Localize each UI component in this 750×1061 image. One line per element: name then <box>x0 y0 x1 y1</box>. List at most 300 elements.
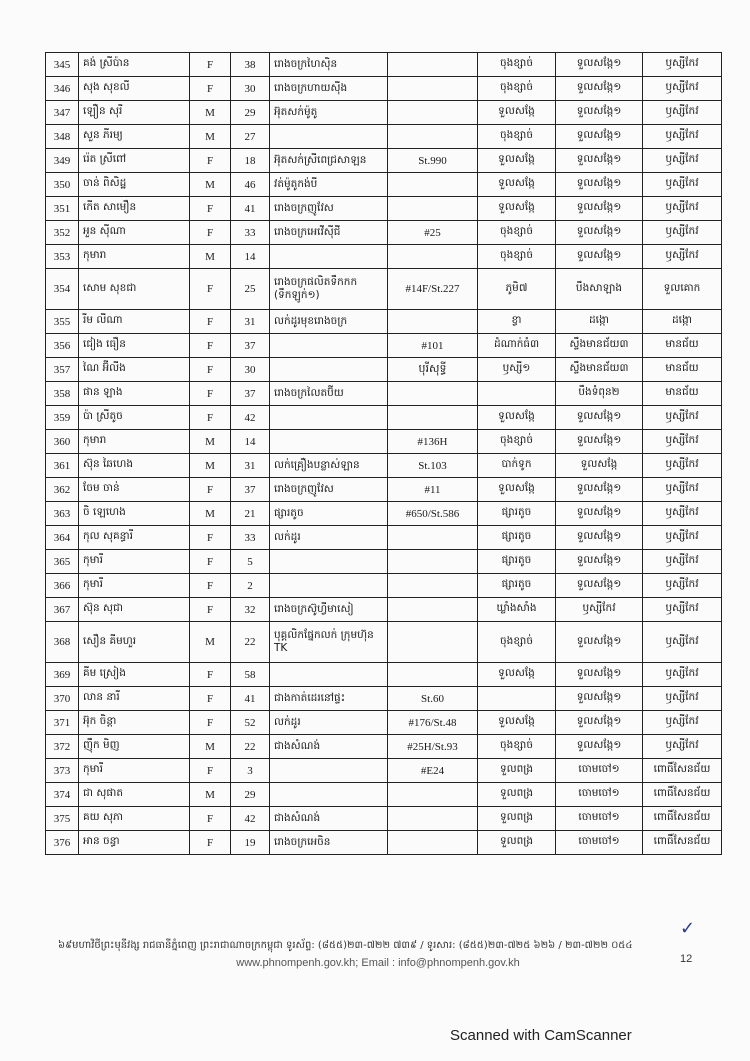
sex-cell: F <box>190 711 231 735</box>
district-cell: ឫស្សីកែវ <box>643 430 722 454</box>
age-cell: 18 <box>231 149 270 173</box>
age-cell: 30 <box>231 77 270 101</box>
village-cell: ផ្សារតូច <box>478 550 556 574</box>
commune-cell: ចោមចៅ១ <box>556 807 643 831</box>
sex-cell: M <box>190 622 231 663</box>
person-name-cell: រីម លីណា <box>79 310 190 334</box>
sex-cell: F <box>190 406 231 430</box>
person-name-cell: ផាន ឡាង <box>79 382 190 406</box>
person-name-cell: កុមារា <box>79 245 190 269</box>
house-address-cell <box>388 53 478 77</box>
page-footer <box>58 938 698 969</box>
village-cell: ទួលពង្រ <box>478 831 556 855</box>
age-cell: 46 <box>231 173 270 197</box>
person-name-cell: គយ សុភា <box>79 807 190 831</box>
village-cell: ឃ្លាំងសាំង <box>478 598 556 622</box>
person-name-cell: អាន ចន្ធា <box>79 831 190 855</box>
sex-cell: M <box>190 245 231 269</box>
table-row <box>46 711 722 735</box>
row-number-cell: 368 <box>46 622 79 663</box>
occupation-cell <box>270 663 388 687</box>
district-cell: ឫស្សីកែវ <box>643 197 722 221</box>
person-name-cell: ប៉ា ស្រីតូច <box>79 406 190 430</box>
occupation-cell: លក់ដូរ <box>270 526 388 550</box>
village-cell: ទួលពង្រ <box>478 783 556 807</box>
row-number-cell: 352 <box>46 221 79 245</box>
person-name-cell: ជា សុផាត <box>79 783 190 807</box>
village-cell: ភូមិ៧ <box>478 269 556 310</box>
house-address-cell: St.60 <box>388 687 478 711</box>
row-number-cell: 364 <box>46 526 79 550</box>
village-cell: ចុងខ្សាច់ <box>478 622 556 663</box>
district-cell: ឫស្សីកែវ <box>643 173 722 197</box>
table-row <box>46 430 722 454</box>
village-cell: ទួលសង្កែ <box>478 197 556 221</box>
sex-cell: F <box>190 358 231 382</box>
sex-cell: F <box>190 310 231 334</box>
district-cell: ទួលគោក <box>643 269 722 310</box>
village-cell: ចុងខ្សាច់ <box>478 53 556 77</box>
age-cell: 41 <box>231 197 270 221</box>
age-cell: 32 <box>231 598 270 622</box>
occupation-cell: លក់ដូរមុខរោងចក្រ <box>270 310 388 334</box>
age-cell: 37 <box>231 334 270 358</box>
table-row <box>46 77 722 101</box>
person-name-cell: ណៃ អ៊ីលីង <box>79 358 190 382</box>
house-address-cell <box>388 101 478 125</box>
district-cell: ឫស្សីកែវ <box>643 406 722 430</box>
district-cell: មានជ័យ <box>643 358 722 382</box>
district-cell: ឫស្សីកែវ <box>643 735 722 759</box>
sex-cell: F <box>190 221 231 245</box>
commune-cell: ទួលសង្កែ១ <box>556 687 643 711</box>
village-cell: ឫស្សី១ <box>478 358 556 382</box>
age-cell: 3 <box>231 759 270 783</box>
age-cell: 58 <box>231 663 270 687</box>
sex-cell: F <box>190 478 231 502</box>
village-cell <box>478 687 556 711</box>
commune-cell: ទួលសង្កែ១ <box>556 53 643 77</box>
commune-cell: ទួលសង្កែ១ <box>556 663 643 687</box>
house-address-cell: #25 <box>388 221 478 245</box>
table-row <box>46 101 722 125</box>
person-name-cell: ជៀង ធឿន <box>79 334 190 358</box>
district-cell: ឫស្សីកែវ <box>643 478 722 502</box>
table-row <box>46 334 722 358</box>
district-cell: ដង្កោ <box>643 310 722 334</box>
person-name-cell: កុមារី <box>79 574 190 598</box>
occupation-cell: លក់គ្រឿងបន្លាស់ឡាន <box>270 454 388 478</box>
table-row <box>46 502 722 526</box>
sex-cell: F <box>190 550 231 574</box>
sex-cell: F <box>190 807 231 831</box>
house-address-cell: #E24 <box>388 759 478 783</box>
age-cell: 25 <box>231 269 270 310</box>
row-number-cell: 349 <box>46 149 79 173</box>
sex-cell: M <box>190 783 231 807</box>
village-cell: ចុងខ្សាច់ <box>478 77 556 101</box>
sex-cell: M <box>190 173 231 197</box>
commune-cell: ទួលសង្កែ១ <box>556 622 643 663</box>
scanner-watermark: Scanned with CamScanner <box>450 1027 632 1044</box>
commune-cell: បឹងសាឡាង <box>556 269 643 310</box>
house-address-cell <box>388 173 478 197</box>
occupation-cell: ជាងសំណង់ <box>270 807 388 831</box>
sex-cell: M <box>190 735 231 759</box>
table-row <box>46 53 722 77</box>
village-cell: ទួលសង្កែ <box>478 478 556 502</box>
village-cell: ខ្វា <box>478 310 556 334</box>
table-row <box>46 687 722 711</box>
footer-address: ៦៩មហាវិថីព្រះមុនីវង្ស រាជធានីភ្នំពេញ ព្រះរាជាណាចក្រកម្ពុជា ទូរស័ព្ទ: (៨៥៥)២៣-៧២២ ៧៣៩ / ទូរសារ: (៨៥៥)២៣-៧២៥ ៦២៦ / ២៣-៧២២ ០៥៤ <box>58 940 633 951</box>
village-cell: ផ្សារតូច <box>478 526 556 550</box>
record-table-container <box>45 52 721 855</box>
commune-cell: ទួលសង្កែ១ <box>556 77 643 101</box>
age-cell: 42 <box>231 807 270 831</box>
row-number-cell: 373 <box>46 759 79 783</box>
sex-cell: F <box>190 574 231 598</box>
row-number-cell: 369 <box>46 663 79 687</box>
person-name-cell: សឿន គីមហួរ <box>79 622 190 663</box>
age-cell: 14 <box>231 245 270 269</box>
commune-cell: ទួលសង្កែ១ <box>556 173 643 197</box>
age-cell: 5 <box>231 550 270 574</box>
sex-cell: F <box>190 663 231 687</box>
row-number-cell: 358 <box>46 382 79 406</box>
commune-cell: ទួលសង្កែ១ <box>556 550 643 574</box>
row-number-cell: 348 <box>46 125 79 149</box>
row-number-cell: 367 <box>46 598 79 622</box>
occupation-cell: ផ្សារតូច <box>270 502 388 526</box>
person-name-cell: អួន ស៊ីណា <box>79 221 190 245</box>
commune-cell: ទួលសង្កែ១ <box>556 711 643 735</box>
house-address-cell: #136H <box>388 430 478 454</box>
row-number-cell: 375 <box>46 807 79 831</box>
row-number-cell: 363 <box>46 502 79 526</box>
commune-cell: ទួលសង្កែ១ <box>556 430 643 454</box>
table-row <box>46 550 722 574</box>
house-address-cell <box>388 526 478 550</box>
occupation-cell: រោងចក្រអេវើស៊ីជី <box>270 221 388 245</box>
house-address-cell <box>388 807 478 831</box>
person-name-cell: កុមារី <box>79 759 190 783</box>
district-cell: មានជ័យ <box>643 382 722 406</box>
sex-cell: F <box>190 382 231 406</box>
occupation-cell: រោងចក្រញូវែស <box>270 478 388 502</box>
row-number-cell: 370 <box>46 687 79 711</box>
row-number-cell: 360 <box>46 430 79 454</box>
age-cell: 2 <box>231 574 270 598</box>
person-name-cell: កើត សាមឿន <box>79 197 190 221</box>
house-address-cell <box>388 574 478 598</box>
village-cell <box>478 382 556 406</box>
house-address-cell <box>388 831 478 855</box>
district-cell: ឫស្សីកែវ <box>643 711 722 735</box>
row-number-cell: 366 <box>46 574 79 598</box>
person-name-cell: ចែម ចាន់ <box>79 478 190 502</box>
district-cell: ឫស្សីកែវ <box>643 502 722 526</box>
village-cell: ចុងខ្សាច់ <box>478 245 556 269</box>
table-row <box>46 574 722 598</box>
row-number-cell: 359 <box>46 406 79 430</box>
district-cell: ឫស្សីកែវ <box>643 663 722 687</box>
sex-cell: F <box>190 269 231 310</box>
district-cell: ពោធិ៍សែនជ័យ <box>643 759 722 783</box>
village-cell: ផ្សារតូច <box>478 574 556 598</box>
sex-cell: F <box>190 77 231 101</box>
table-row <box>46 245 722 269</box>
village-cell: ទួលសង្កែ <box>478 101 556 125</box>
row-number-cell: 361 <box>46 454 79 478</box>
occupation-cell <box>270 550 388 574</box>
village-cell: ដំណាក់ធំ៣ <box>478 334 556 358</box>
age-cell: 30 <box>231 358 270 382</box>
occupation-cell <box>270 574 388 598</box>
commune-cell: ទួលសង្កែ១ <box>556 735 643 759</box>
age-cell: 27 <box>231 125 270 149</box>
person-name-cell: កុមារី <box>79 550 190 574</box>
record-table <box>45 52 722 855</box>
sex-cell: M <box>190 430 231 454</box>
table-row <box>46 382 722 406</box>
house-address-cell: St.990 <box>388 149 478 173</box>
house-address-cell <box>388 197 478 221</box>
district-cell: ឫស្សីកែវ <box>643 574 722 598</box>
sex-cell: F <box>190 598 231 622</box>
row-number-cell: 351 <box>46 197 79 221</box>
village-cell: ចុងខ្សាច់ <box>478 430 556 454</box>
row-number-cell: 376 <box>46 831 79 855</box>
house-address-cell: #14F/St.227 <box>388 269 478 310</box>
sex-cell: F <box>190 149 231 173</box>
district-cell: ឫស្សីកែវ <box>643 526 722 550</box>
commune-cell: ចោមចៅ១ <box>556 759 643 783</box>
table-row <box>46 173 722 197</box>
age-cell: 33 <box>231 221 270 245</box>
occupation-cell: រោងចក្រញូវែស <box>270 197 388 221</box>
age-cell: 22 <box>231 622 270 663</box>
age-cell: 37 <box>231 382 270 406</box>
district-cell: ឫស្សីកែវ <box>643 149 722 173</box>
person-name-cell: អ៊ុក ចិន្ដា <box>79 711 190 735</box>
age-cell: 22 <box>231 735 270 759</box>
table-row <box>46 149 722 173</box>
person-name-cell: ចាន់ ពិសិដ្ឋ <box>79 173 190 197</box>
commune-cell: ទួលសង្កែ១ <box>556 149 643 173</box>
district-cell: ឫស្សីកែវ <box>643 221 722 245</box>
house-address-cell: #650/St.586 <box>388 502 478 526</box>
sex-cell: F <box>190 334 231 358</box>
row-number-cell: 355 <box>46 310 79 334</box>
sex-cell: M <box>190 101 231 125</box>
table-row <box>46 526 722 550</box>
district-cell: ឫស្សីកែវ <box>643 125 722 149</box>
row-number-cell: 353 <box>46 245 79 269</box>
occupation-cell <box>270 334 388 358</box>
row-number-cell: 374 <box>46 783 79 807</box>
row-number-cell: 346 <box>46 77 79 101</box>
sex-cell: F <box>190 526 231 550</box>
age-cell: 31 <box>231 454 270 478</box>
occupation-cell: វត់ម៉ូតូកង់បី <box>270 173 388 197</box>
table-row <box>46 735 722 759</box>
house-address-cell: #25H/St.93 <box>388 735 478 759</box>
table-row <box>46 221 722 245</box>
person-name-cell: សោម សុខជា <box>79 269 190 310</box>
age-cell: 29 <box>231 783 270 807</box>
commune-cell: ទួលសង្កែ១ <box>556 197 643 221</box>
table-row <box>46 807 722 831</box>
sex-cell: F <box>190 687 231 711</box>
district-cell: ពោធិ៍សែនជ័យ <box>643 783 722 807</box>
table-body <box>46 53 722 855</box>
house-address-cell <box>388 663 478 687</box>
age-cell: 14 <box>231 430 270 454</box>
commune-cell: ទួលសង្កែ១ <box>556 406 643 430</box>
row-number-cell: 345 <box>46 53 79 77</box>
person-name-cell: សុង សុខលី <box>79 77 190 101</box>
person-name-cell: ញ៉ឹក មិញ <box>79 735 190 759</box>
occupation-cell <box>270 406 388 430</box>
sex-cell: F <box>190 197 231 221</box>
handwritten-checkmark-icon: ✓ <box>680 918 696 939</box>
village-cell: ទួលសង្កែ <box>478 663 556 687</box>
district-cell: ឫស្សីកែវ <box>643 77 722 101</box>
commune-cell: ទួលសង្កែ១ <box>556 125 643 149</box>
table-row <box>46 197 722 221</box>
age-cell: 21 <box>231 502 270 526</box>
sex-cell: M <box>190 502 231 526</box>
row-number-cell: 371 <box>46 711 79 735</box>
occupation-cell <box>270 430 388 454</box>
commune-cell: ចោមចៅ១ <box>556 831 643 855</box>
house-address-cell <box>388 406 478 430</box>
district-cell: ពោធិ៍សែនជ័យ <box>643 807 722 831</box>
commune-cell: ទួលសង្កែ១ <box>556 101 643 125</box>
row-number-cell: 354 <box>46 269 79 310</box>
age-cell: 33 <box>231 526 270 550</box>
table-row <box>46 622 722 663</box>
village-cell: ចុងខ្សាច់ <box>478 221 556 245</box>
person-name-cell: លាន នារី <box>79 687 190 711</box>
occupation-cell: អ៊ុតសក់ស្រីពេជ្រសាឡន <box>270 149 388 173</box>
district-cell: ពោធិ៍សែនជ័យ <box>643 831 722 855</box>
sex-cell: F <box>190 759 231 783</box>
sex-cell: F <box>190 53 231 77</box>
table-row <box>46 358 722 382</box>
house-address-cell: #11 <box>388 478 478 502</box>
occupation-cell <box>270 759 388 783</box>
occupation-cell <box>270 358 388 382</box>
row-number-cell: 356 <box>46 334 79 358</box>
age-cell: 52 <box>231 711 270 735</box>
occupation-cell: បុគ្គលិកផ្នែកលក់ ក្រុមហ៊ុន TK <box>270 622 388 663</box>
table-row <box>46 406 722 430</box>
person-name-cell: ចិ ឡេហេង <box>79 502 190 526</box>
commune-cell: ទួលសង្កែ <box>556 454 643 478</box>
house-address-cell <box>388 245 478 269</box>
occupation-cell: ជាងសំណង់ <box>270 735 388 759</box>
age-cell: 29 <box>231 101 270 125</box>
age-cell: 31 <box>231 310 270 334</box>
row-number-cell: 365 <box>46 550 79 574</box>
row-number-cell: 350 <box>46 173 79 197</box>
person-name-cell: ស៊ុន ឆៃហេង <box>79 454 190 478</box>
age-cell: 37 <box>231 478 270 502</box>
district-cell: ឫស្សីកែវ <box>643 245 722 269</box>
village-cell: ទួលពង្រ <box>478 759 556 783</box>
village-cell: ទួលសង្កែ <box>478 711 556 735</box>
house-address-cell: #101 <box>388 334 478 358</box>
age-cell: 38 <box>231 53 270 77</box>
person-name-cell: កុមារា <box>79 430 190 454</box>
age-cell: 19 <box>231 831 270 855</box>
house-address-cell <box>388 598 478 622</box>
occupation-cell: រោងចក្រហៃស៊ិន <box>270 53 388 77</box>
village-cell: ចុងខ្សាច់ <box>478 735 556 759</box>
village-cell: បាក់ទូក <box>478 454 556 478</box>
occupation-cell: រោងចក្រផលិតទឹកកក (ទឹកឡូក់១) <box>270 269 388 310</box>
occupation-cell: រោងចក្រអេចិន <box>270 831 388 855</box>
commune-cell: ទួលសង្កែ១ <box>556 245 643 269</box>
row-number-cell: 372 <box>46 735 79 759</box>
row-number-cell: 362 <box>46 478 79 502</box>
village-cell: ផ្សារតូច <box>478 502 556 526</box>
house-address-cell <box>388 382 478 406</box>
age-cell: 42 <box>231 406 270 430</box>
person-name-cell: ឡឿន សុរី <box>79 101 190 125</box>
house-address-cell <box>388 310 478 334</box>
footer-website: www.phnompenh.gov.kh; Email : info@phnompenh.gov.kh <box>236 957 520 969</box>
occupation-cell: អ៊ុតសក់ម៉ូតូ <box>270 101 388 125</box>
table-row <box>46 125 722 149</box>
commune-cell: ឫស្សីកែវ <box>556 598 643 622</box>
occupation-cell <box>270 245 388 269</box>
occupation-cell: ជាងកាត់ដេរនៅផ្ទះ <box>270 687 388 711</box>
commune-cell: ទួលសង្កែ១ <box>556 574 643 598</box>
person-name-cell: គង់ ស្រីប៉ាន <box>79 53 190 77</box>
sex-cell: M <box>190 454 231 478</box>
village-cell: ទួលសង្កែ <box>478 149 556 173</box>
commune-cell: ស្ទឹងមានជ័យ៣ <box>556 358 643 382</box>
person-name-cell: សួន ភីរម្យ <box>79 125 190 149</box>
table-row <box>46 759 722 783</box>
table-row <box>46 598 722 622</box>
house-address-cell: បុរីសុទ្ធី <box>388 358 478 382</box>
district-cell: ឫស្សីកែវ <box>643 622 722 663</box>
district-cell: ឫស្សីកែវ <box>643 598 722 622</box>
sex-cell: M <box>190 125 231 149</box>
commune-cell: ទួលសង្កែ១ <box>556 221 643 245</box>
commune-cell: ដង្កោ <box>556 310 643 334</box>
row-number-cell: 347 <box>46 101 79 125</box>
occupation-cell: រោងចក្រលៃតប៊ីយ <box>270 382 388 406</box>
person-name-cell: ស៊ុន សុជា <box>79 598 190 622</box>
person-name-cell: កុល សុគន្ធារី <box>79 526 190 550</box>
table-row <box>46 454 722 478</box>
house-address-cell <box>388 550 478 574</box>
occupation-cell: រោងចក្រហាយស៊ីង <box>270 77 388 101</box>
commune-cell: ចោមចៅ១ <box>556 783 643 807</box>
house-address-cell <box>388 622 478 663</box>
district-cell: ឫស្សីកែវ <box>643 53 722 77</box>
village-cell: ចុងខ្សាច់ <box>478 125 556 149</box>
commune-cell: ទួលសង្កែ១ <box>556 478 643 502</box>
row-number-cell: 357 <box>46 358 79 382</box>
village-cell: ទួលសង្កែ <box>478 406 556 430</box>
table-row <box>46 478 722 502</box>
commune-cell: បឹងទំពុន២ <box>556 382 643 406</box>
